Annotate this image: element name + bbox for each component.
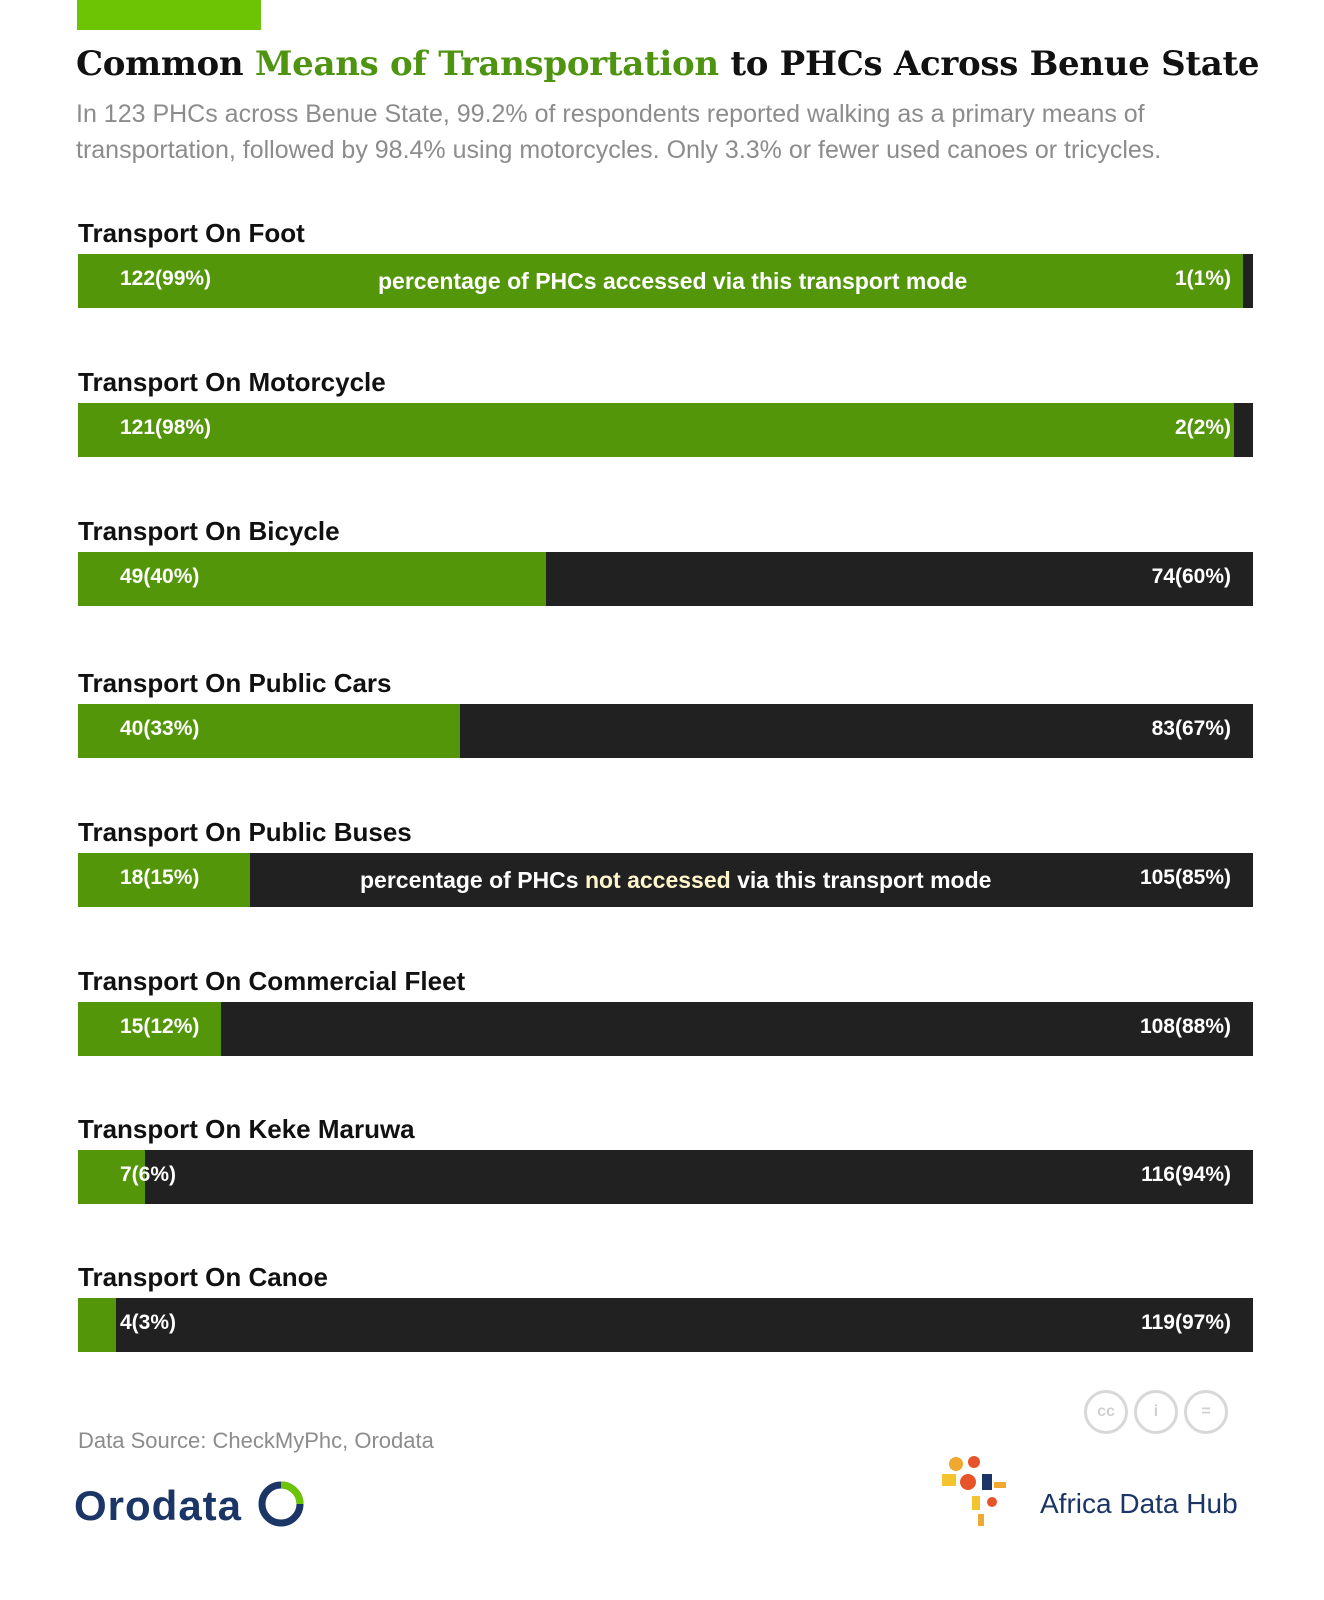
title-post: to PHCs Across Benue State	[718, 44, 1260, 84]
row-label: Transport On Public Cars	[78, 668, 392, 698]
value-label-accessed: 121(98%)	[120, 416, 212, 439]
row-label: Transport On Keke Maruwa	[78, 1114, 415, 1144]
attribution-icon: i	[1134, 1390, 1178, 1434]
no-derivatives-icon: =	[1184, 1390, 1228, 1434]
africa-map-icon	[934, 1452, 1014, 1532]
bar-accessed-segment	[78, 1298, 116, 1352]
title-pre: Common	[76, 44, 255, 84]
annotation-emphasis: not accessed	[584, 867, 731, 893]
africa-data-hub-mark	[934, 1452, 1014, 1532]
title-highlight: Means of Transportation	[254, 44, 719, 84]
value-label-not-accessed: 119(97%)	[1141, 1311, 1231, 1334]
accessed-annotation: percentage of PHCs accessed via this transport mode	[378, 268, 968, 294]
orodata-logo	[74, 1478, 307, 1530]
data-source: Data Source: CheckMyPhc, Orodata	[78, 1428, 434, 1453]
value-label-accessed: 122(99%)	[120, 267, 212, 290]
bar-row	[78, 1150, 1253, 1204]
bar-row	[78, 254, 1253, 308]
row-label: Transport On Canoe	[78, 1262, 328, 1292]
row-label: Transport On Motorcycle	[78, 367, 386, 397]
value-label-accessed: 49(40%)	[120, 565, 200, 588]
annotation-text: percentage of PHCs	[360, 867, 585, 893]
value-label-accessed: 7(6%)	[120, 1163, 177, 1186]
bar-row	[78, 403, 1253, 457]
orodata-ring-icon	[255, 1478, 307, 1530]
value-label-not-accessed: 1(1%)	[1174, 267, 1231, 290]
value-label-not-accessed: 105(85%)	[1139, 866, 1231, 889]
value-label-not-accessed: 74(60%)	[1151, 565, 1231, 588]
value-label-accessed: 18(15%)	[120, 866, 200, 889]
bar-row	[78, 1002, 1253, 1056]
bar-row	[78, 552, 1253, 606]
bar-row	[78, 1298, 1253, 1352]
value-label-accessed: 4(3%)	[120, 1311, 177, 1334]
bar-row	[78, 704, 1253, 758]
row-label: Transport On Commercial Fleet	[78, 966, 466, 996]
value-label-not-accessed: 2(2%)	[1174, 416, 1231, 439]
subtitle: In 123 PHCs across Benue State, 99.2% of respondents reported walking as a primary means of transportation, followed by 98.4% using motorcycles. Only 3.3% or fewer used canoes or tricycles.	[76, 100, 1162, 164]
value-label-not-accessed: 116(94%)	[1141, 1163, 1231, 1186]
row-label: Transport On Bicycle	[78, 516, 340, 546]
value-label-accessed: 15(12%)	[120, 1015, 200, 1038]
value-label-not-accessed: 83(67%)	[1151, 717, 1231, 740]
bar-accessed-segment	[78, 403, 1234, 457]
row-label: Transport On Foot	[78, 218, 305, 248]
row-label: Transport On Public Buses	[78, 817, 412, 847]
value-label-accessed: 40(33%)	[120, 717, 200, 740]
not-accessed-annotation	[360, 867, 991, 894]
bar-row	[78, 853, 1253, 907]
africa-data-hub-logo: Africa Data Hub	[1040, 1488, 1238, 1519]
cc-icon: cc	[1084, 1390, 1128, 1434]
orodata-logo-text: Orodata	[74, 1482, 243, 1529]
annotation-text: via this transport mode	[730, 867, 992, 893]
value-label-not-accessed: 108(88%)	[1139, 1015, 1231, 1038]
